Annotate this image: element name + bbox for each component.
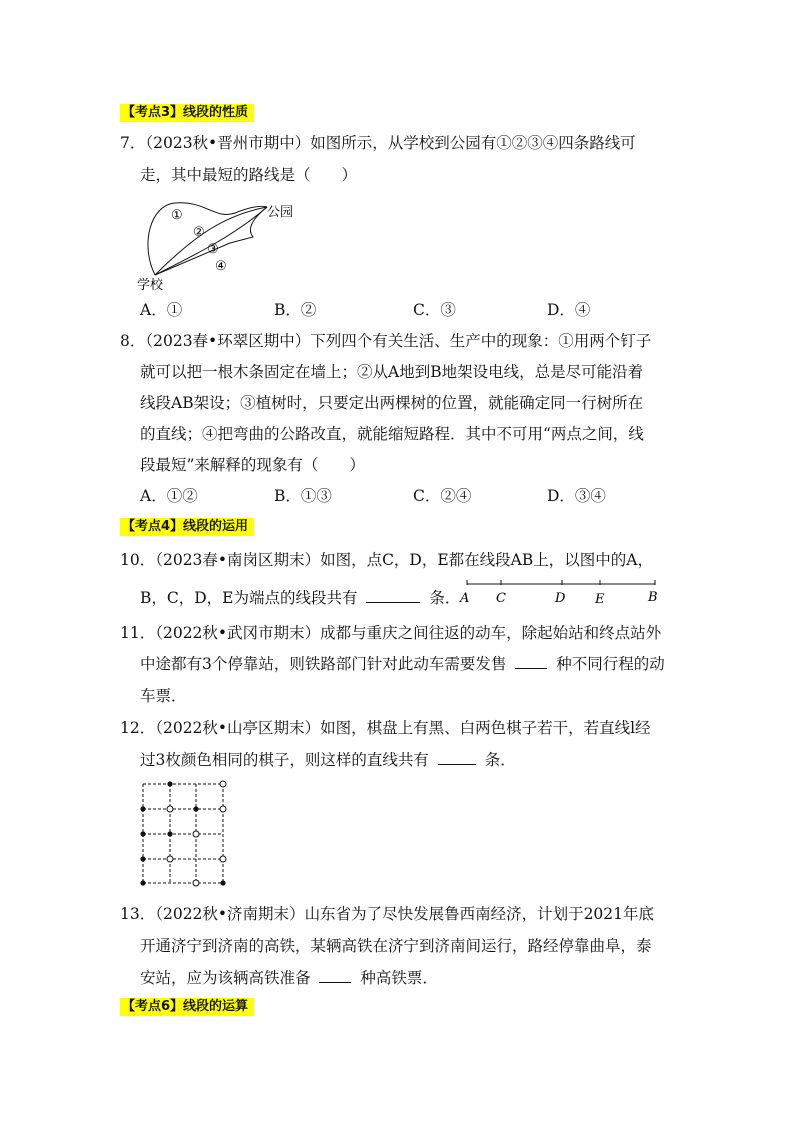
- point-c-label: C: [496, 591, 506, 606]
- q7-option-b[interactable]: B．②: [274, 301, 317, 319]
- q8-line-4: 的直线；④把弯曲的公路改直，就能缩短路程．其中不可用“两点之间，线: [140, 425, 644, 443]
- q13-line-3-end: 种高铁票．: [360, 969, 438, 987]
- point-d-label: D: [555, 591, 566, 606]
- route-2-label: ②: [193, 225, 205, 240]
- route-3-label: ③: [207, 242, 219, 257]
- section-tag-3: 【考点3】线段的性质: [120, 104, 254, 122]
- black-stone: [193, 806, 198, 811]
- q8-line-1: 8．（2023春•环翠区期中）下列四个有关生活、生产中的现象：①用两个钉子: [120, 332, 652, 350]
- q13-line-2: 开通济宁到济南的高铁，某辆高铁在济宁到济南间运行，路经停靠曲阜，泰: [140, 937, 652, 955]
- q8-option-d[interactable]: D．③④: [547, 487, 606, 505]
- white-stone: [220, 781, 226, 787]
- white-stone: [167, 806, 173, 812]
- q7-option-c[interactable]: C．③: [413, 301, 456, 319]
- white-stone: [193, 831, 199, 837]
- q12-chessboard-figure: [135, 778, 235, 890]
- route-1-label: ①: [171, 208, 183, 223]
- black-stone: [167, 831, 172, 836]
- white-stone: [193, 880, 199, 886]
- black-stone: [220, 880, 225, 885]
- q10-answer-blank[interactable]: [366, 588, 420, 603]
- q8-option-b[interactable]: B．①③: [274, 487, 332, 505]
- q10-line-2-end: 条．: [429, 589, 461, 607]
- school-label: 学校: [137, 278, 164, 293]
- point-b-label: B: [648, 590, 658, 605]
- point-a-label: A: [460, 591, 470, 606]
- q12-line-2: [140, 750, 516, 770]
- q7-line-1: 7．（2023秋•晋州市期中）如图所示，从学校到公园有①②③④四条路线可: [120, 134, 636, 152]
- q11-line-1: 11．（2022秋•武冈市期末）成都与重庆之间往返的动车，除起始站和终点站外: [120, 624, 662, 642]
- black-stone: [167, 781, 172, 786]
- q8-line-2: 就可以把一根木条固定在墙上；②从A地到B地架设电线，总是尽可能沿着: [140, 363, 644, 381]
- q8-option-a[interactable]: A．①②: [140, 487, 198, 505]
- q8-line-3: 线段AB架设；③植树时，只要定出两棵树的位置，就能确定同一行树所在: [140, 394, 644, 412]
- q11-line-3: 车票．: [140, 687, 187, 705]
- q10-line-1: 10．（2023春•南岗区期末）如图，点C，D，E都在线段AB上，以图中的A，: [120, 551, 653, 569]
- q11-line-2: [140, 654, 665, 674]
- q7-route-figure: [135, 195, 305, 295]
- q8-line-5: 段最短”来解释的现象有（ ）: [140, 456, 365, 474]
- q13-answer-blank[interactable]: [319, 968, 351, 983]
- q12-answer-blank[interactable]: [438, 750, 476, 765]
- black-stone: [140, 880, 145, 885]
- q11-answer-blank[interactable]: [515, 654, 547, 669]
- q11-line-2-text: 中途都有3个停靠站，则铁路部门针对此动车需要发售: [140, 655, 507, 673]
- black-stone: [140, 856, 145, 861]
- white-stone: [220, 806, 226, 812]
- q11-line-2-end: 种不同行程的动: [556, 655, 665, 673]
- q7-line-2: 走，其中最短的路线是（ ）: [140, 166, 358, 184]
- point-e-label: E: [595, 592, 605, 606]
- section-tag-4: 【考点4】线段的运用: [120, 518, 254, 536]
- black-stone: [140, 831, 145, 836]
- route-4-label: ④: [215, 259, 227, 274]
- black-stone: [140, 806, 145, 811]
- q10-segment-figure: [455, 576, 665, 606]
- q13-line-1: 13．（2022秋•济南期末）山东省为了尽快发展鲁西南经济，计划于2021年底: [120, 905, 655, 923]
- q8-option-c[interactable]: C．②④: [413, 487, 472, 505]
- section-tag-6: 【考点6】线段的运算: [120, 998, 254, 1016]
- q13-line-3: [140, 968, 438, 988]
- q10-line-2-text: B，C，D，E为端点的线段共有: [140, 589, 358, 607]
- q12-line-1: 12．（2022秋•山亭区期末）如图，棋盘上有黑、白两色棋子若干，若直线l经: [120, 719, 651, 737]
- q10-line-2: [140, 588, 460, 608]
- park-label: 公园: [267, 205, 294, 220]
- q12-line-2-text: 过3枚颜色相同的棋子，则这样的直线共有: [140, 751, 429, 769]
- white-stone: [167, 856, 173, 862]
- q12-line-2-end: 条．: [484, 751, 516, 769]
- q7-option-d[interactable]: D．④: [547, 301, 591, 319]
- q13-line-3-text: 安站，应为该辆高铁准备: [140, 969, 311, 987]
- q7-option-a[interactable]: A．①: [140, 301, 183, 319]
- white-stone: [220, 856, 226, 862]
